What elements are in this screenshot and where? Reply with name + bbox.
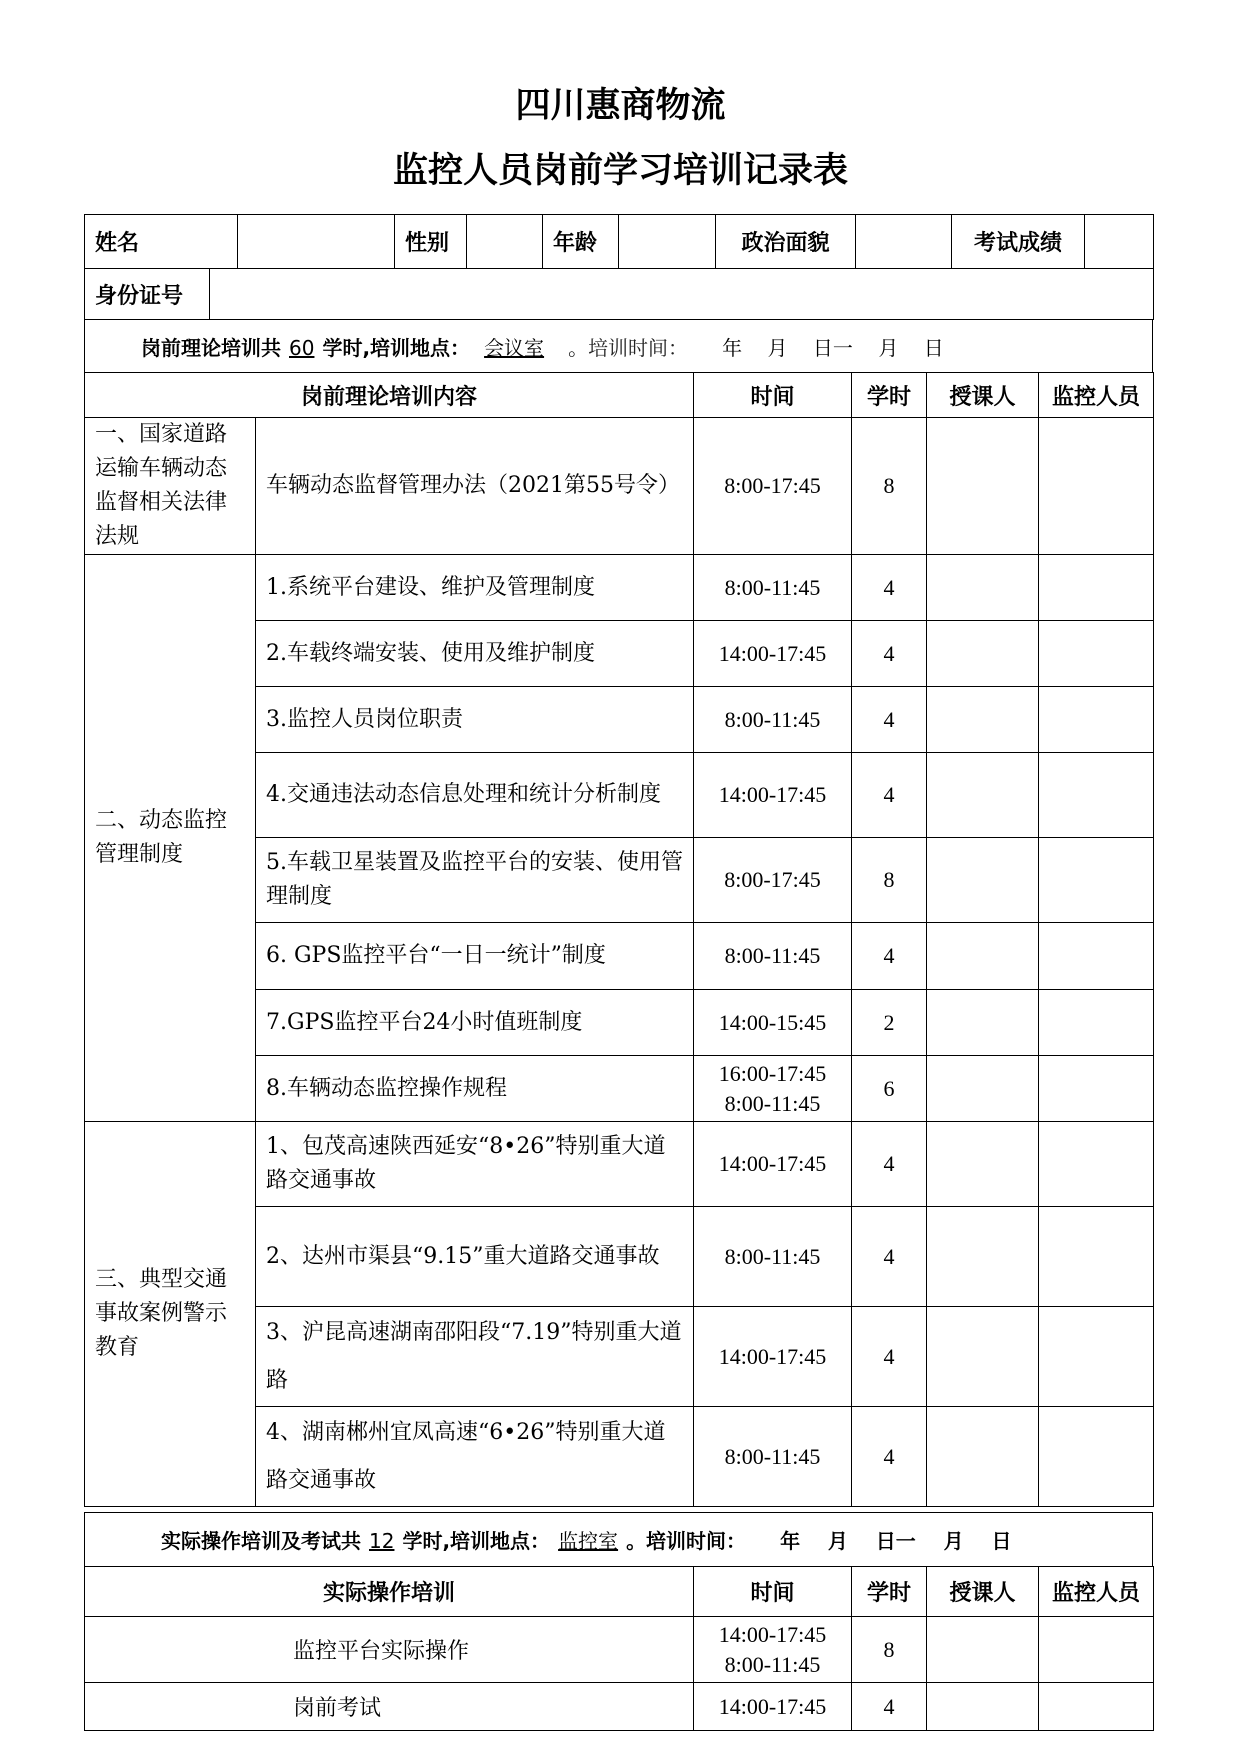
theory-header-teacher: 授课人 bbox=[927, 373, 1039, 418]
practice-header-content: 实际操作培训 bbox=[85, 1567, 694, 1617]
item-text: 3.监控人员岗位职责 bbox=[256, 687, 694, 753]
item-hours: 4 bbox=[852, 687, 927, 753]
item-teacher[interactable] bbox=[927, 1056, 1039, 1122]
item-monitor[interactable] bbox=[1039, 1207, 1154, 1307]
practice-banner-suffix: 。培训时间： bbox=[626, 1529, 747, 1553]
name-value[interactable] bbox=[238, 215, 395, 269]
item-text: 8.车辆动态监控操作规程 bbox=[256, 1056, 694, 1122]
practice-header-monitor: 监控人员 bbox=[1039, 1567, 1154, 1617]
item-monitor[interactable] bbox=[1039, 753, 1154, 838]
item-monitor[interactable] bbox=[1039, 1307, 1154, 1407]
gender-label: 性别 bbox=[395, 215, 467, 269]
age-label: 年龄 bbox=[543, 215, 619, 269]
practice-item-teacher[interactable] bbox=[927, 1683, 1039, 1731]
gender-value[interactable] bbox=[467, 215, 543, 269]
section-1-name: 一、国家道路运输车辆动态监督相关法律法规 bbox=[85, 418, 256, 555]
item-time: 8:00-11:45 bbox=[694, 923, 852, 990]
item-text: 6. GPS监控平台“一日一统计”制度 bbox=[256, 923, 694, 990]
item-monitor[interactable] bbox=[1039, 1056, 1154, 1122]
item-hours: 4 bbox=[852, 1307, 927, 1407]
item-hours: 4 bbox=[852, 555, 927, 621]
practice-place: 监控室 bbox=[558, 1529, 619, 1553]
item-hours: 8 bbox=[852, 418, 927, 555]
table-row bbox=[85, 1617, 1154, 1683]
theory-header-monitor: 监控人员 bbox=[1039, 373, 1154, 418]
item-hours: 4 bbox=[852, 621, 927, 687]
item-text: 车辆动态监督管理办法（2021第55号令） bbox=[256, 418, 694, 555]
item-text: 4、湖南郴州宜凤高速“6•26”特别重大道路交通事故 bbox=[256, 1407, 694, 1507]
item-teacher[interactable] bbox=[927, 923, 1039, 990]
practice-item-time-line-1: 14:00-17:45 bbox=[718, 1621, 827, 1647]
item-monitor[interactable] bbox=[1039, 838, 1154, 923]
item-monitor[interactable] bbox=[1039, 418, 1154, 555]
item-text: 2、达州市渠县“9.15”重大道路交通事故 bbox=[256, 1207, 694, 1307]
practice-item-time: 14:00-17:45 bbox=[694, 1683, 852, 1731]
item-time: 14:00-17:45 bbox=[694, 1307, 852, 1407]
theory-banner-table bbox=[84, 319, 1153, 373]
practice-item-hours: 8 bbox=[852, 1617, 927, 1683]
section-3-name: 三、典型交通事故案例警示教育 bbox=[85, 1122, 256, 1507]
theory-banner-mid: 学时,培训地点： bbox=[322, 335, 471, 360]
section-2-name: 二、动态监控管理制度 bbox=[85, 555, 256, 1122]
item-time: 8:00-11:45 bbox=[694, 555, 852, 621]
politics-value[interactable] bbox=[856, 215, 952, 269]
practice-item-teacher[interactable] bbox=[927, 1617, 1039, 1683]
practice-item-text: 监控平台实际操作 bbox=[85, 1617, 694, 1683]
item-text: 7.GPS监控平台24小时值班制度 bbox=[256, 990, 694, 1056]
theory-header-time: 时间 bbox=[694, 373, 852, 418]
item-monitor[interactable] bbox=[1039, 1122, 1154, 1207]
theory-date-range: 年 月 日一 月 日 bbox=[722, 335, 944, 360]
theory-header-hours: 学时 bbox=[852, 373, 927, 418]
score-value[interactable] bbox=[1085, 215, 1154, 269]
practice-header-teacher: 授课人 bbox=[927, 1567, 1039, 1617]
item-teacher[interactable] bbox=[927, 753, 1039, 838]
item-teacher[interactable] bbox=[927, 1307, 1039, 1407]
practice-banner bbox=[85, 1513, 1153, 1567]
theory-place: 会议室 bbox=[484, 335, 545, 360]
theory-header-content: 岗前理论培训内容 bbox=[85, 373, 694, 418]
id-row-table bbox=[84, 268, 1154, 320]
item-monitor[interactable] bbox=[1039, 923, 1154, 990]
item-monitor[interactable] bbox=[1039, 990, 1154, 1056]
item-teacher[interactable] bbox=[927, 418, 1039, 555]
item-time-line-2: 8:00-11:45 bbox=[724, 1090, 821, 1116]
item-hours: 4 bbox=[852, 753, 927, 838]
item-time: 8:00-11:45 bbox=[694, 687, 852, 753]
theory-banner-suffix: 。 bbox=[568, 335, 589, 360]
document-subtitle: 监控人员岗前学习培训记录表 bbox=[392, 151, 848, 191]
item-text: 1、包茂高速陕西延安“8•26”特别重大道路交通事故 bbox=[256, 1122, 694, 1207]
item-teacher[interactable] bbox=[927, 687, 1039, 753]
table-row bbox=[85, 418, 1154, 555]
item-hours: 6 bbox=[852, 1056, 927, 1122]
theory-table bbox=[84, 372, 1154, 1507]
item-time-line-1: 16:00-17:45 bbox=[718, 1060, 827, 1086]
practice-date-range: 年 月 日一 月 日 bbox=[780, 1529, 1012, 1553]
practice-item-monitor[interactable] bbox=[1039, 1683, 1154, 1731]
theory-time-label: 培训时间： bbox=[588, 335, 689, 360]
item-monitor[interactable] bbox=[1039, 687, 1154, 753]
item-time: 8:00-17:45 bbox=[694, 838, 852, 923]
item-hours: 2 bbox=[852, 990, 927, 1056]
item-text: 1.系统平台建设、维护及管理制度 bbox=[256, 555, 694, 621]
item-monitor[interactable] bbox=[1039, 1407, 1154, 1507]
item-hours: 4 bbox=[852, 923, 927, 990]
item-text: 5.车载卫星装置及监控平台的安装、使用管理制度 bbox=[256, 838, 694, 923]
item-hours: 4 bbox=[852, 1122, 927, 1207]
theory-hours: 60 bbox=[289, 335, 315, 360]
item-teacher[interactable] bbox=[927, 990, 1039, 1056]
item-text: 2.车载终端安装、使用及维护制度 bbox=[256, 621, 694, 687]
table-row bbox=[85, 1122, 1154, 1207]
practice-banner-mid: 学时,培训地点： bbox=[402, 1529, 551, 1553]
practice-item-time bbox=[694, 1617, 852, 1683]
item-hours: 4 bbox=[852, 1407, 927, 1507]
name-label: 姓名 bbox=[85, 215, 238, 269]
practice-item-text: 岗前考试 bbox=[85, 1683, 694, 1731]
item-text: 4.交通违法动态信息处理和统计分析制度 bbox=[256, 753, 694, 838]
item-time: 8:00-17:45 bbox=[694, 418, 852, 555]
item-teacher[interactable] bbox=[927, 1207, 1039, 1307]
practice-table bbox=[84, 1566, 1154, 1731]
practice-hours: 12 bbox=[369, 1529, 395, 1553]
item-time: 14:00-17:45 bbox=[694, 621, 852, 687]
item-time bbox=[694, 1056, 852, 1122]
item-teacher[interactable] bbox=[927, 621, 1039, 687]
item-monitor[interactable] bbox=[1039, 555, 1154, 621]
item-teacher[interactable] bbox=[927, 838, 1039, 923]
practice-banner-table bbox=[84, 1512, 1153, 1567]
age-value[interactable] bbox=[619, 215, 716, 269]
item-teacher[interactable] bbox=[927, 555, 1039, 621]
table-row bbox=[85, 1683, 1154, 1731]
id-value[interactable] bbox=[210, 269, 1154, 320]
item-time: 8:00-11:45 bbox=[694, 1407, 852, 1507]
practice-item-time-line-2: 8:00-11:45 bbox=[724, 1651, 821, 1677]
score-label: 考试成绩 bbox=[952, 215, 1085, 269]
item-time: 14:00-17:45 bbox=[694, 1122, 852, 1207]
practice-header-time: 时间 bbox=[694, 1567, 852, 1617]
practice-banner-prefix: 实际操作培训及考试共 bbox=[161, 1529, 361, 1553]
personal-info-table bbox=[84, 214, 1154, 269]
item-teacher[interactable] bbox=[927, 1407, 1039, 1507]
practice-item-hours: 4 bbox=[852, 1683, 927, 1731]
practice-item-monitor[interactable] bbox=[1039, 1617, 1154, 1683]
item-teacher[interactable] bbox=[927, 1122, 1039, 1207]
id-label: 身份证号 bbox=[85, 269, 210, 320]
theory-banner bbox=[85, 320, 1153, 373]
item-hours: 4 bbox=[852, 1207, 927, 1307]
theory-banner-prefix: 岗前理论培训共 bbox=[141, 335, 281, 360]
politics-label: 政治面貌 bbox=[716, 215, 856, 269]
item-text: 3、沪昆高速湖南邵阳段“7.19”特别重大道路 bbox=[256, 1307, 694, 1407]
table-row bbox=[85, 555, 1154, 621]
item-monitor[interactable] bbox=[1039, 621, 1154, 687]
item-hours: 8 bbox=[852, 838, 927, 923]
item-time: 8:00-11:45 bbox=[694, 1207, 852, 1307]
practice-header-hours: 学时 bbox=[852, 1567, 927, 1617]
item-time: 14:00-17:45 bbox=[694, 753, 852, 838]
item-time: 14:00-15:45 bbox=[694, 990, 852, 1056]
document-title: 四川惠商物流 bbox=[515, 86, 726, 126]
